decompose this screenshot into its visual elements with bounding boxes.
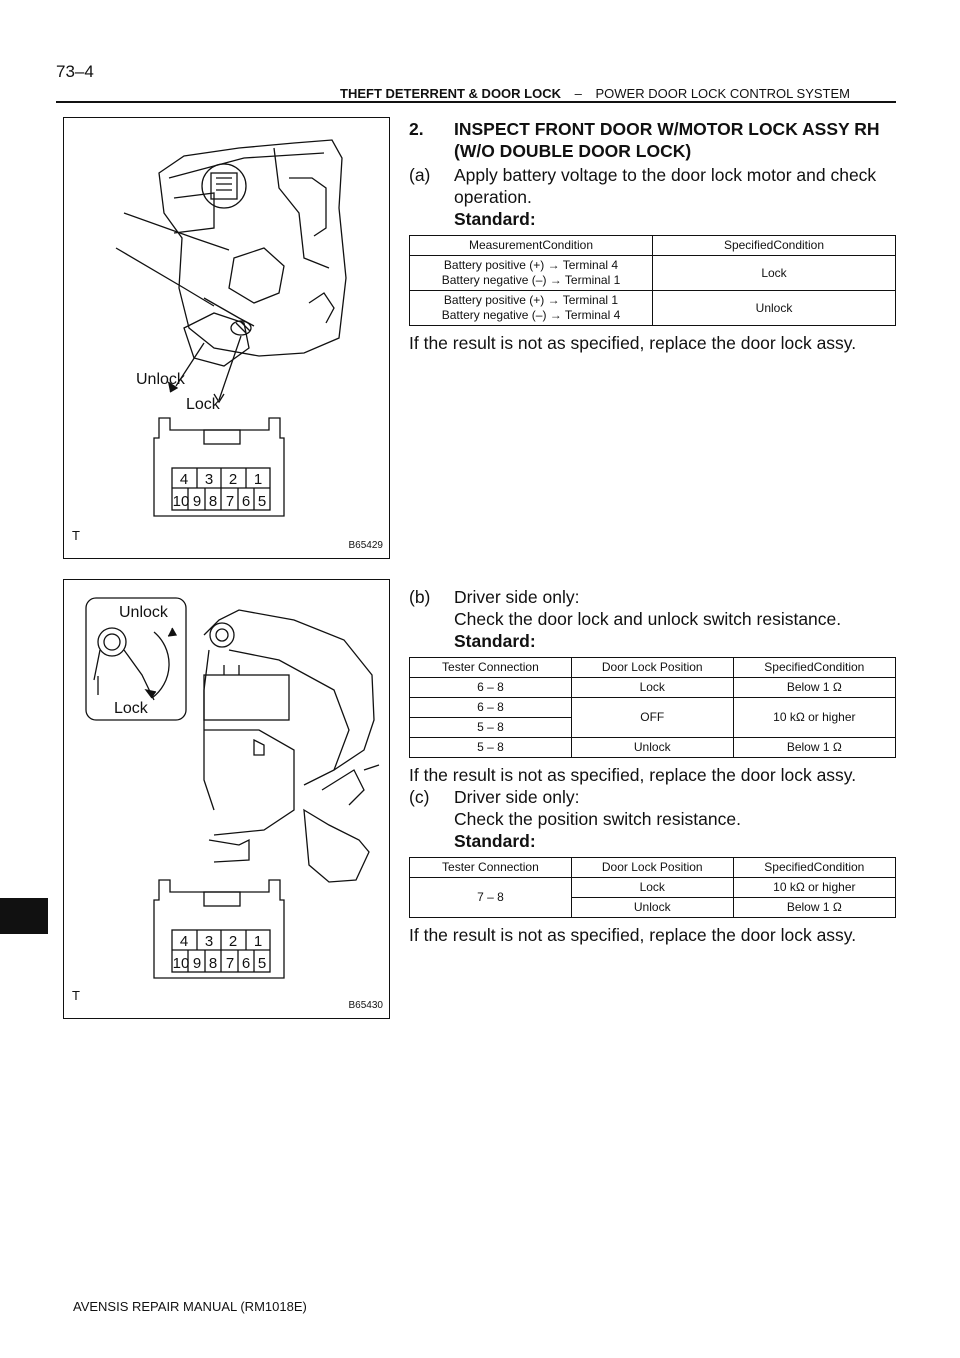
table-row: 5 – 8 Unlock Below 1 Ω [410, 738, 896, 758]
figure-corner-mark: T [72, 988, 80, 1003]
pin-6: 6 [241, 493, 251, 510]
note-a: If the result is not as specified, replace the door lock assy. [409, 333, 857, 353]
pin-7: 7 [225, 955, 235, 972]
standard-label-c: Standard: [454, 831, 536, 851]
pin-8: 8 [208, 955, 218, 972]
figure-door-lock-switch [63, 579, 390, 1019]
pin-9: 9 [192, 493, 202, 510]
table-row: 5 – 8 [410, 718, 896, 738]
pin-4: 4 [179, 471, 189, 488]
table-row: 6 – 8 Lock Below 1 Ω [410, 678, 896, 698]
table-row: 7 – 8 Lock 10 kΩ or higher [410, 878, 896, 898]
pin-5: 5 [257, 955, 267, 972]
label-lock: Lock [114, 700, 148, 717]
step-2-title-line2: (W/O DOUBLE DOOR LOCK) [454, 141, 692, 161]
col-header: SpecifiedCondition [733, 658, 895, 678]
substep-a-text: Apply battery voltage to the door lock motor and check [454, 165, 877, 185]
table-motor-operation [409, 235, 896, 326]
table-row: 6 – 8 OFF 10 kΩ or higher [410, 698, 896, 718]
pin-7: 7 [225, 493, 235, 510]
substep-b: (b) Driver side only: Check the door lock and unlock switch resistance. [409, 587, 842, 629]
door-lock-illustration [64, 118, 389, 558]
pin-9: 9 [192, 955, 202, 972]
col-header: Door Lock Position [571, 858, 733, 878]
header-separator: – [574, 86, 582, 101]
figure-code: B65430 [348, 1000, 383, 1011]
pin-6: 6 [241, 955, 251, 972]
table-switch-resistance [409, 657, 896, 758]
table-row: Battery positive (+) → Terminal 4 Battery negative (–) → Terminal 1 Lock [410, 256, 896, 291]
door-lock-switch-illustration [64, 580, 389, 1018]
step-2-title-line1: INSPECT FRONT DOOR W/MOTOR LOCK ASSY RH [454, 119, 880, 139]
label-unlock: Unlock [136, 371, 185, 388]
step-2-block [409, 118, 896, 354]
standard-label-b: Standard: [454, 631, 536, 651]
col-header: Door Lock Position [571, 658, 733, 678]
section-index-tab [0, 898, 48, 934]
label-lock: Lock [186, 396, 220, 413]
pin-4: 4 [179, 933, 189, 950]
note-c: If the result is not as specified, replace the door lock assy. [409, 925, 857, 945]
step-2-heading: 2. INSPECT FRONT DOOR W/MOTOR LOCK ASSY RH (W/O DOUBLE DOOR LOCK) [409, 118, 896, 162]
pin-5: 5 [257, 493, 267, 510]
table-position-switch [409, 857, 896, 918]
page-number: 73–4 [56, 62, 94, 81]
footer: AVENSIS REPAIR MANUAL (RM1018E) [73, 1299, 307, 1314]
chapter-title: THEFT DETERRENT & DOOR LOCK [340, 86, 561, 101]
col-header: SpecifiedCondition [733, 858, 895, 878]
col-header: Tester Connection [410, 658, 572, 678]
pin-3: 3 [204, 471, 214, 488]
substep-a: (a) Apply battery voltage to the door lock motor and check operation. [409, 164, 896, 208]
pin-10: 10 [172, 955, 190, 972]
label-unlock: Unlock [119, 604, 168, 621]
col-header: Tester Connection [410, 858, 572, 878]
pin-1: 1 [253, 933, 263, 950]
substep-b-block [409, 586, 896, 946]
pin-1: 1 [253, 471, 263, 488]
figure-code: B65429 [348, 540, 383, 551]
table-row: Unlock Below 1 Ω [410, 898, 896, 918]
header-rule [56, 101, 896, 103]
pin-2: 2 [228, 471, 238, 488]
pin-3: 3 [204, 933, 214, 950]
pin-2: 2 [228, 933, 238, 950]
table-row: Battery positive (+) → Terminal 1 Battery negative (–) → Terminal 4 Unlock [410, 291, 896, 326]
note-b: If the result is not as specified, replace the door lock assy. [409, 765, 857, 785]
running-header [340, 86, 850, 101]
figure-door-lock-motor [63, 117, 390, 559]
substep-c: (c) Driver side only: Check the position switch resistance. [409, 787, 741, 829]
col-header: SpecifiedCondition [653, 236, 896, 256]
section-title: POWER DOOR LOCK CONTROL SYSTEM [595, 86, 850, 101]
pin-10: 10 [172, 493, 190, 510]
figure-corner-mark: T [72, 528, 80, 543]
pin-8: 8 [208, 493, 218, 510]
standard-label-a: Standard: [454, 209, 536, 229]
col-header: MeasurementCondition [410, 236, 653, 256]
